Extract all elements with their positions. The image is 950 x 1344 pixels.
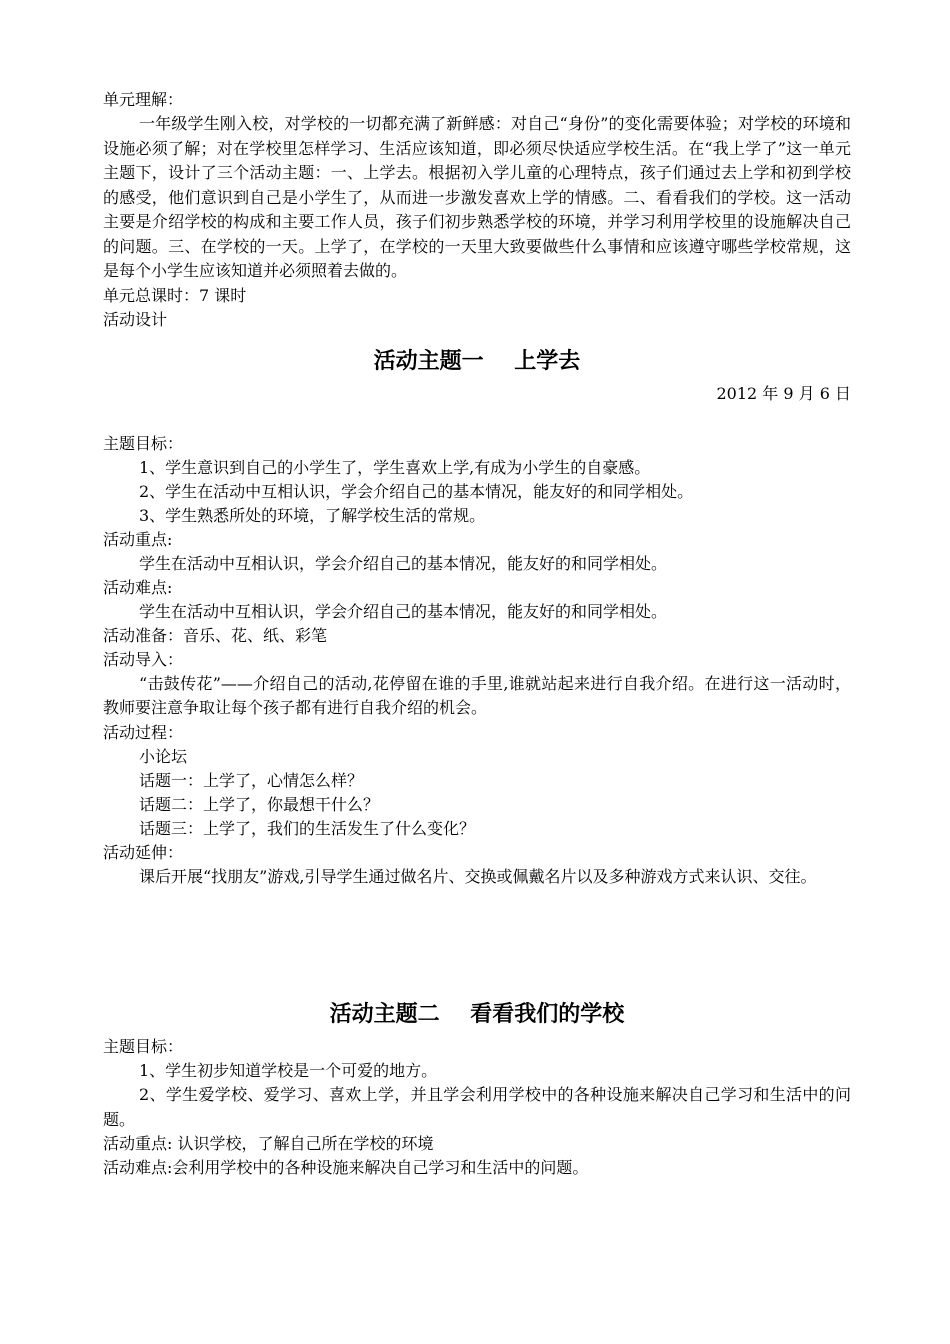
theme1-extension-text: 课后开展“找朋友”游戏,引导学生通过做名片、交换或佩戴名片以及多种游戏方式来认识、交往。 bbox=[139, 866, 817, 886]
document-page bbox=[103, 88, 851, 1180]
theme1-intro-label: 活动导入： bbox=[103, 649, 184, 669]
theme1-goal-2: 2、学生在活动中互相认识，学会介绍自己的基本情况，能友好的和同学相处。 bbox=[139, 481, 694, 501]
theme1-preparation: 活动准备：音乐、花、纸、彩笔 bbox=[103, 625, 328, 645]
theme1-difficulty-text: 学生在活动中互相认识，学会介绍自己的基本情况，能友好的和同学相处。 bbox=[139, 601, 668, 621]
theme2-goal-2: 2、学生爱学校、爱学习、喜欢上学，并且学会利用学校中的各种设施来解决自己学习和生活中的问题。 bbox=[103, 1085, 851, 1129]
theme1-goals-label: 主题目标： bbox=[103, 433, 184, 453]
theme1-difficulty-label: 活动难点: bbox=[103, 577, 173, 597]
unit-total-hours: 单元总课时：7 课时 bbox=[103, 285, 247, 305]
theme2-goal-1: 1、学生初步知道学校是一个可爱的地方。 bbox=[139, 1061, 438, 1080]
theme1-date: 2012 年 9 月 6 日 bbox=[716, 383, 851, 403]
theme1-goal-1: 1、学生意识到自己的小学生了，学生喜欢上学,有成为小学生的自豪感。 bbox=[139, 457, 651, 477]
theme1-extension-label: 活动延伸： bbox=[103, 842, 184, 862]
theme1-process-topic-1: 话题一：上学了，心情怎么样？ bbox=[139, 770, 364, 790]
theme2-difficulty: 活动难点:会利用学校中的各种设施来解决自己学习和生活中的问题。 bbox=[103, 1158, 589, 1177]
theme2-title: 活动主题二 看看我们的学校 bbox=[329, 1001, 625, 1027]
unit-understanding-text: 一年级学生刚入校，对学校的一切都充满了新鲜感：对自己“身份”的变化需要体验；对学校的环境和设施必须了解；对在学校里怎样学习、生活应该知道，即必须尽快适应学校生活。在“我上学了”这一单元主题下，设计了三个活动主题：一、上学去。根据初入学儿童的心理特点，孩子们通过去上学和初到学校的感受，他们意识到自己是小学生了，从而进一步激发喜欢上学的情感。二、看看我们的学校。这一活动主要是介绍学校的构成和主要工作人员，孩子们初步熟悉学校的环境，并学习利用学校里的设施解决自己的问题。三、在学校的一天。上学了，在学校的一天里大致要做些什么事情和应该遵守哪些学校常规，这是每个小学生应该知道并必须照着去做的。 bbox=[103, 114, 851, 280]
theme1-key-label: 活动重点: bbox=[103, 529, 173, 549]
theme1-intro-text: “击鼓传花”——介绍自己的活动,花停留在谁的手里,谁就站起来进行自我介绍。在进行这一活动时，教师要注意争取让每个孩子都有进行自我介绍的机会。 bbox=[103, 673, 851, 717]
theme1-goal-3: 3、学生熟悉所处的环境，了解学校生活的常规。 bbox=[139, 505, 486, 525]
theme1-process-topic-2: 话题二：上学了，你最想干什么？ bbox=[139, 794, 380, 814]
theme1-key-text: 学生在活动中互相认识，学会介绍自己的基本情况，能友好的和同学相处。 bbox=[139, 553, 668, 573]
theme2-goals-label: 主题目标： bbox=[103, 1037, 184, 1056]
theme1-process-forum: 小论坛 bbox=[139, 746, 188, 766]
theme1-title: 活动主题一 上学去 bbox=[373, 347, 581, 374]
theme2-key: 活动重点: 认识学校，了解自己所在学校的环境 bbox=[103, 1134, 434, 1153]
theme1-process-label: 活动过程： bbox=[103, 722, 184, 742]
theme1-process-topic-3: 话题三：上学了，我们的生活发生了什么变化？ bbox=[139, 818, 476, 838]
unit-understanding-label: 单元理解： bbox=[103, 90, 184, 109]
activity-design-label: 活动设计 bbox=[103, 309, 168, 329]
